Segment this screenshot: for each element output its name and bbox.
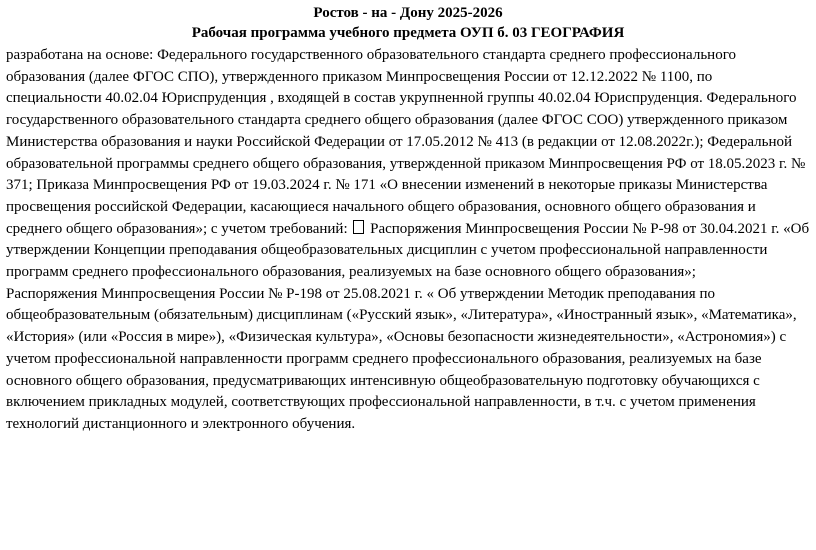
paragraph-basis-continuation: Распоряжения Минпросвещения России № Р-98 от 30.04.2021 г. «Об утверждении Концепции преподавания общеобразовательных дисциплин с учетом профессиональной направленности программ среднего профессионального образования, реализуемых на базе основного общего образования»; xyxy=(6,220,810,281)
document-body xyxy=(0,45,816,436)
paragraph-basis-text: разработана на основе: Федерального государственного образовательного стандарта среднего профессионального образования (далее ФГОС СПО), утвержденного приказом Минпросвещения России от 12.12.2022 № 1100, по специальности 40.02.04 Юриспруденция , входящей в состав укрупненной группы 40.02.04 Юриспруденция. Федерального государственного образовательного стандарта среднего общего образования (далее ФГОС СОО) утвержденного приказом Министерства образования и науки Российской Федерации от 17.05.2012 № 413 (в редакции от 12.08.2022г.); Федеральной образовательной программы среднего общего образования, утвержденной приказом Минпросвещения РФ от 18.05.2023 г. № 371; Приказа Минпросвещения РФ от 19.03.2024 г. № 171 «О внесении изменений в некоторые приказы Министерства просвещения российской Федерации, касающиеся начального общего образования, основного общего образования и среднего общего образования»; с учетом требований: xyxy=(6,47,806,237)
paragraph-methods: Распоряжения Минпросвещения России № Р-198 от 25.08.2021 г. « Об утверждении Методик преподавания по общеобразовательным (обязательным) дисциплинам («Русский язык», «Литература», «Иностранный язык», «Математика», «История» (или «Россия в мире»), «Физическая культура», «Основы безопасности жизнедеятельности», «Астрономия») с учетом профессиональной направленности программ среднего профессионального образования, реализуемых на базе основного общего образования, предусматривающих интенсивную общеобразовательную подготовку обучающихся с включением прикладных модулей, соответствующих профессиональной направленности, в т.ч. с учетом применения технологий дистанционного и электронного обучения. xyxy=(6,285,797,432)
paragraph-basis xyxy=(6,45,810,284)
missing-glyph-icon xyxy=(353,220,364,234)
document-title: Рабочая программа учебного предмета ОУП б. 03 ГЕОГРАФИЯ xyxy=(191,25,625,41)
header-city-year: Ростов - на - Дону 2025-2026 xyxy=(313,5,503,21)
